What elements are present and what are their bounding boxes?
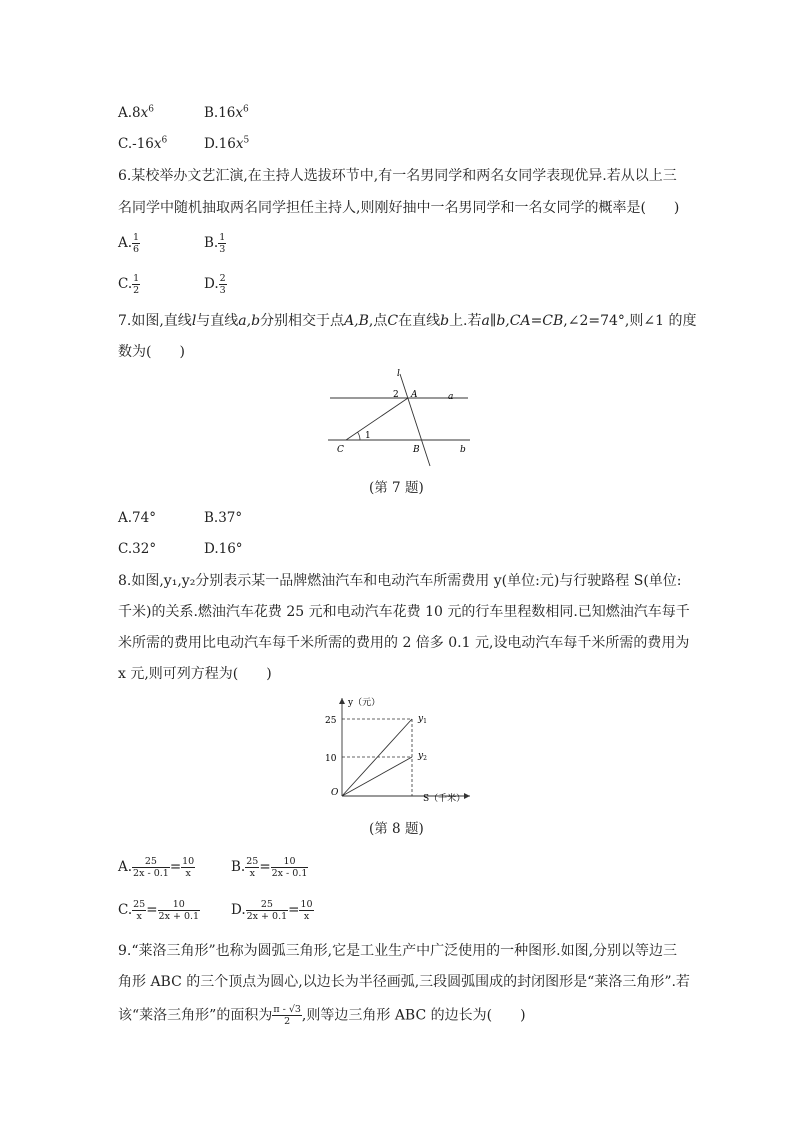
q7-text-line1: 7.如图,直线l与直线a,b分别相交于点A,B,点C在直线b上.若a∥b,CA=CB,∠2=74°,则∠1 的度 (118, 313, 697, 329)
q8-text-line3: 米所需的费用比电动汽车每千米所需的费用的 2 倍多 0.1 元,设电动汽车每千米所需的费用为 (118, 635, 690, 651)
y-axis-arrow (339, 698, 345, 704)
q5-option-d: $D.16x^5$ (204, 135, 250, 152)
angle-1-arc (358, 432, 360, 440)
label-point-a: A (411, 390, 418, 400)
segment-ca (346, 398, 408, 440)
line-y2 (342, 757, 412, 796)
q8-option-d: D. $\frac{25}{2x + 0.1}$ = $\frac{10}{x}$ (231, 899, 313, 922)
q7-option-d: D.16° (204, 541, 243, 557)
label-angle-1: 1 (365, 431, 371, 441)
q6-option-d: D. $\frac{2}{3}$ (204, 273, 226, 296)
q8-text-line4: x 元,则可列方程为( ) (118, 666, 272, 682)
q7-text-line2: 数为( ) (118, 344, 185, 360)
q6-text-line1: 6.某校举办文艺汇演,在主持人选拔环节中,有一名男同学和两名女同学表现优异.若从以上三 (118, 168, 677, 184)
q8-option-c: C. $\frac{25}{x}$ = $\frac{10}{2x + 0.1}$ (118, 899, 200, 922)
tick-25: 25 (325, 716, 337, 726)
label-y1: $y_1$ (418, 714, 427, 725)
q8-option-b: B. $\frac{25}{x}$ = $\frac{10}{2x - 0.1}$ (231, 856, 308, 879)
q8-text-line1: 8.如图,y₁,y₂分别表示某一品牌燃油汽车和电动汽车所需费用 y(单位:元)与行驶路程 S(单位: (118, 573, 682, 589)
q7-caption: (第 7 题) (369, 480, 424, 496)
q5-option-b: $B.16x^6$ (204, 104, 249, 121)
q8-cost-graph (320, 692, 480, 810)
label-a: a (448, 392, 454, 402)
q7-option-c: C.32° (118, 541, 157, 557)
q8-caption: (第 8 题) (369, 821, 424, 837)
q8-option-a: A. $\frac{25}{2x - 0.1}$ = $\frac{10}{x}$ (118, 856, 195, 879)
label-point-b: B (413, 445, 420, 455)
q9-text-line2: 角形 ABC 的三个顶点为圆心,以边长为半径画弧,三段圆弧围成的封闭图形是“莱洛三角形”.若 (118, 974, 690, 990)
q5-option-a: $A.8x^6$ (118, 104, 154, 121)
label-point-c: C (337, 445, 344, 455)
q6-text-line2: 名同学中随机抽取两名同学担任主持人,则刚好抽中一名男同学和一名女同学的概率是( ) (118, 200, 680, 216)
q7-geometry-figure (320, 366, 480, 468)
origin-label: O (331, 788, 339, 798)
x-axis-label: S（千米） (423, 794, 466, 804)
q7-option-a: A.74° (118, 510, 156, 526)
q5-option-c: $C.-16x^6$ (118, 135, 168, 152)
label-y2: $y_2$ (418, 751, 427, 762)
y-axis-label: y（元） (348, 698, 381, 708)
label-b: b (460, 445, 466, 455)
tick-10: 10 (325, 754, 337, 764)
q6-option-c: C. $\frac{1}{2}$ (118, 273, 140, 296)
q6-option-b: B. $\frac{1}{3}$ (204, 232, 226, 255)
label-l: l (397, 369, 400, 379)
q9-text-line3: 该“莱洛三角形”的面积为 $\frac{\pi - √3}{2}$ ,则等边三角形 ABC 的边长为( ) (118, 1004, 526, 1027)
q8-text-line2: 千米)的关系.燃油汽车花费 25 元和电动汽车花费 10 元的行车里程数相同.已知燃油汽车每千 (118, 604, 690, 620)
q9-text-line1: 9.“莱洛三角形”也称为圆弧三角形,它是工业生产中广泛使用的一种图形.如图,分别以等边三 (118, 943, 678, 959)
q6-option-a: A. $\frac{1}{6}$ (118, 232, 140, 255)
line-y1 (342, 719, 412, 796)
label-angle-2: 2 (393, 390, 399, 400)
q7-option-b: B.37° (204, 510, 243, 526)
